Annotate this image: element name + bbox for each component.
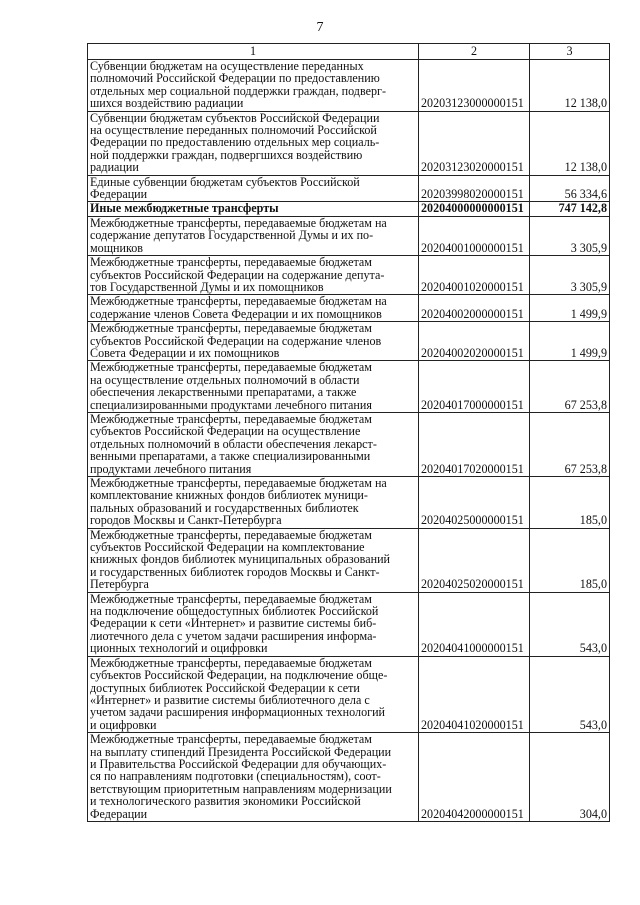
row-description [88, 733, 419, 822]
description-line: Межбюджетные трансферты, передаваемые бюджетам [90, 591, 372, 606]
row-code: 20204041020000151 [419, 656, 530, 732]
description-line: Иные межбюджетные трансферты [90, 201, 279, 216]
column-header-2: 2 [419, 44, 530, 60]
description-line: полномочий Российской Федерации по предоставлению [90, 71, 380, 86]
table-row [88, 733, 610, 822]
row-amount: 67 253,8 [530, 361, 610, 413]
table-row [88, 528, 610, 592]
description-line: Межбюджетные трансферты, передаваемые бюджетам [90, 527, 372, 542]
row-amount: 3 305,9 [530, 216, 610, 255]
description-line: Федерации [90, 806, 148, 821]
row-code: 20204041000000151 [419, 592, 530, 656]
description-line: Совета Федерации и их помощников [90, 345, 280, 360]
table-header-row [88, 44, 610, 60]
row-amount: 185,0 [530, 477, 610, 529]
description-line: ветствующим приоритетным направлениям модернизации [90, 781, 392, 796]
description-line: Субвенции бюджетам субъектов Российской Федерации [90, 110, 380, 125]
description-line: тов Государственной Думы и их помощников [90, 279, 324, 294]
table-body [88, 60, 610, 822]
description-line: и оцифровки [90, 717, 157, 732]
description-line: отдельных мер социальной поддержки граждан, подверг- [90, 83, 386, 98]
row-code: 20203123000000151 [419, 60, 530, 112]
row-amount: 67 253,8 [530, 412, 610, 476]
row-code: 20204042000000151 [419, 733, 530, 822]
description-line: Межбюджетные трансферты, передаваемые бюджетам [90, 255, 372, 270]
row-description [88, 528, 419, 592]
table-row [88, 412, 610, 476]
description-line: отдельных полномочий в области обеспечения лекарст- [90, 436, 377, 451]
description-line: содержание членов Совета Федерации и их помощников [90, 306, 382, 321]
row-amount: 1 499,9 [530, 295, 610, 322]
row-amount: 12 138,0 [530, 60, 610, 112]
description-line: лиотечного дела с учетом задачи расширения информа- [90, 628, 377, 643]
row-code: 20204017020000151 [419, 412, 530, 476]
description-line: и государственных библиотек городов Москвы и Санкт- [90, 564, 380, 579]
row-amount: 12 138,0 [530, 111, 610, 175]
description-line: «Интернет» и развитие системы библиотечного дела с [90, 692, 370, 707]
description-line: Межбюджетные трансферты, передаваемые бюджетам на [90, 215, 387, 230]
row-code: 20204025020000151 [419, 528, 530, 592]
description-line: ционных технологий и оцифровки [90, 641, 268, 656]
description-line: комплектование книжных фондов библиотек муници- [90, 488, 368, 503]
row-code: 20204001020000151 [419, 256, 530, 295]
description-line: Единые субвенции бюджетам субъектов Российской [90, 174, 360, 189]
description-line: доступных библиотек Российской Федерации к сети [90, 680, 360, 695]
description-line: обеспечения лекарственными препаратами, а также [90, 385, 357, 400]
row-code: 20203998020000151 [419, 175, 530, 202]
description-line: Федерации к сети «Интернет» и развитие системы биб- [90, 616, 377, 631]
description-line: и Правительства Российской Федерации для обучающих- [90, 756, 387, 771]
description-line: на выплату стипендий Президента Российской Федерации [90, 744, 392, 759]
description-line: Межбюджетные трансферты, передаваемые бюджетам [90, 655, 372, 670]
row-description [88, 477, 419, 529]
table-row [88, 111, 610, 175]
table-row [88, 60, 610, 112]
row-amount: 747 142,8 [530, 202, 610, 216]
row-description [88, 256, 419, 295]
table-row [88, 216, 610, 255]
row-description [88, 202, 419, 216]
row-amount: 56 334,6 [530, 175, 610, 202]
table-row [88, 322, 610, 361]
row-code: 20204002020000151 [419, 322, 530, 361]
description-line: мощников [90, 240, 143, 255]
description-line: Федерации [90, 187, 148, 202]
description-line: Межбюджетные трансферты, передаваемые бюджетам [90, 411, 372, 426]
description-line: ся по направлениям подготовки (специальностям), соот- [90, 769, 381, 784]
row-description [88, 295, 419, 322]
row-amount: 1 499,9 [530, 322, 610, 361]
budget-table [87, 43, 610, 822]
description-line: продуктами лечебного питания [90, 461, 252, 476]
table-row [88, 175, 610, 202]
description-line: субъектов Российской Федерации на содержание депута- [90, 267, 385, 282]
table-row [88, 202, 610, 216]
page-number: 7 [316, 20, 324, 35]
description-line: ной поддержки граждан, подвергшихся воздействию [90, 147, 363, 162]
description-line: Субвенции бюджетам на осуществление переданных [90, 59, 364, 73]
description-line: специализированными продуктами лечебного питания [90, 397, 372, 412]
description-line: на осуществление переданных полномочий Российской [90, 123, 377, 138]
row-description [88, 656, 419, 732]
table-row [88, 295, 610, 322]
description-line: пальных образований и государственных библиотек [90, 500, 359, 515]
description-line: радиации [90, 160, 139, 175]
description-line: учетом задачи расширения информационных технологий [90, 705, 386, 720]
row-amount: 543,0 [530, 592, 610, 656]
row-description [88, 175, 419, 202]
description-line: шихся воздействию радиации [90, 96, 244, 111]
row-description [88, 111, 419, 175]
row-description [88, 60, 419, 112]
table-row [88, 477, 610, 529]
row-description [88, 216, 419, 255]
row-code: 20204002000000151 [419, 295, 530, 322]
table-row [88, 656, 610, 732]
table-row [88, 592, 610, 656]
description-line: венными препаратами, а также специализированными [90, 449, 371, 464]
description-line: субъектов Российской Федерации на комплектование [90, 540, 365, 555]
row-description [88, 592, 419, 656]
description-line: субъектов Российской Федерации на осуществление [90, 424, 361, 439]
table-row [88, 361, 610, 413]
row-amount: 185,0 [530, 528, 610, 592]
description-line: Межбюджетные трансферты, передаваемые бюджетам [90, 732, 372, 747]
description-line: книжных фондов библиотек муниципальных образований [90, 552, 391, 567]
description-line: на осуществление отдельных полномочий в области [90, 372, 360, 387]
row-amount: 3 305,9 [530, 256, 610, 295]
row-code: 20204001000000151 [419, 216, 530, 255]
column-header-3: 3 [530, 44, 610, 60]
description-line: субъектов Российской Федерации на содержание членов [90, 333, 382, 348]
description-line: Петербурга [90, 577, 149, 592]
row-description [88, 322, 419, 361]
column-header-1: 1 [88, 44, 419, 60]
row-code: 20204017000000151 [419, 361, 530, 413]
description-line: субъектов Российской Федерации, на подключение обще- [90, 668, 388, 683]
description-line: Межбюджетные трансферты, передаваемые бюджетам на [90, 476, 387, 490]
table-row [88, 256, 610, 295]
description-line: содержание депутатов Государственной Думы и их по- [90, 228, 374, 243]
description-line: и технологического развития экономики Российской [90, 794, 361, 809]
description-line: городов Москвы и Санкт-Петербурга [90, 513, 282, 528]
row-code: 20204025000000151 [419, 477, 530, 529]
description-line: Межбюджетные трансферты, передаваемые бюджетам [90, 360, 372, 375]
row-amount: 543,0 [530, 656, 610, 732]
row-code: 20204000000000151 [419, 202, 530, 216]
row-code: 20203123020000151 [419, 111, 530, 175]
row-description [88, 412, 419, 476]
row-amount: 304,0 [530, 733, 610, 822]
description-line: Межбюджетные трансферты, передаваемые бюджетам на [90, 294, 387, 309]
description-line: Межбюджетные трансферты, передаваемые бюджетам [90, 321, 372, 336]
description-line: на подключение общедоступных библиотек Российской [90, 604, 379, 619]
description-line: Федерации по предоставлению отдельных мер социаль- [90, 135, 380, 150]
row-description [88, 361, 419, 413]
